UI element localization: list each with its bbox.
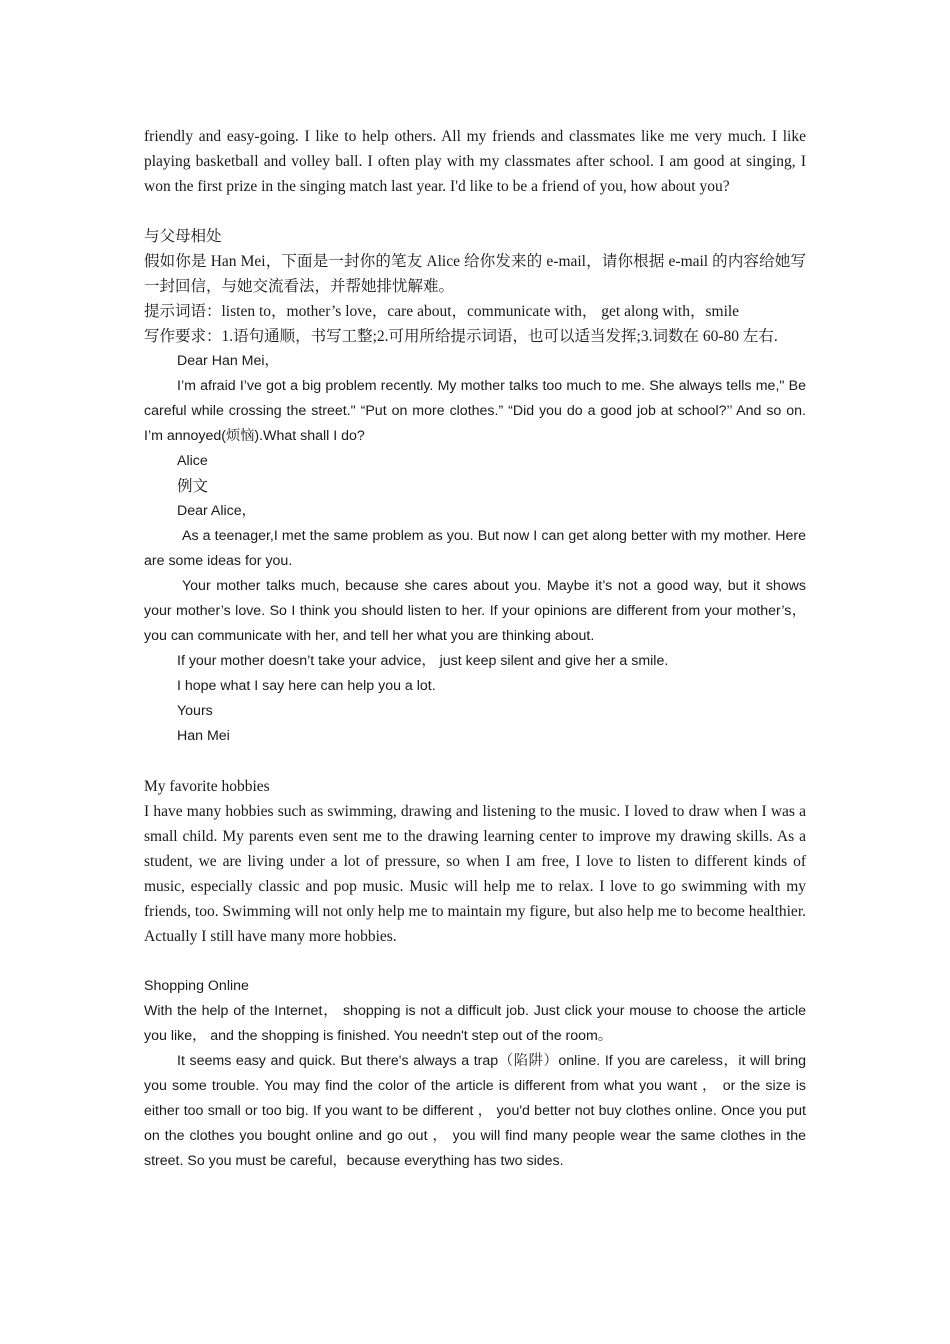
- spacer: [144, 199, 806, 224]
- letter-body: I’m afraid I’ve got a big problem recently. My mother talks too much to me. She always tells me," Be careful while crossing the street." “Put on more clothes.” “Did you do a good job at school?’’ And so on. I’m annoyed(烦恼).What shall I do?: [144, 378, 806, 444]
- hobbies-body: I have many hobbies such as swimming, drawing and listening to the music. I loved to draw when I was a small child. My parents even sent me to the drawing learning center to improve my drawing skills. As a student, we are living under a lot of pressure, so when I am free, I love to listen to different kinds of music, especially classic and pop music. Music will help me to relax. I love to go swimming with my friends, too. Swimming will not only help me to maintain my figure, but also help me to become healthier. Actually I still have many more hobbies.: [144, 803, 806, 945]
- shopping-title: Shopping Online: [144, 978, 249, 994]
- reply-paragraph-2: Your mother talks much, because she cares about you. Maybe it’s not a good way, but it shows your mother’s love. So I think you should listen to her. If your opinions are different from your mother’s， you can communicate with her, and tell her what you are thinking about.: [144, 578, 806, 644]
- parents-hint: 提示词语：listen to，mother’s love，care about，communicate with， get along with，smile: [144, 303, 740, 320]
- parents-requirements: 写作要求：1.语句通顺，书写工整;2.可用所给提示词语，也可以适当发挥;3.词数在 60-80 左右.: [144, 328, 778, 345]
- reply-paragraph-1: As a teenager,I met the same problem as you. But now I can get along better with my mother. Here are some ideas for you.: [144, 528, 806, 569]
- parents-task: 假如你是 Han Mei，下面是一封你的笔友 Alice 给你发来的 e-mail，请你根据 e-mail 的内容给她写一封回信，与她交流看法，并帮她排忧解难。: [144, 253, 806, 295]
- shopping-paragraph-1: With the help of the Internet， shopping is not a difficult job. Just click your mouse to choose the article you like， and the shopping is finished. You needn't step out of the room。: [144, 1003, 806, 1044]
- reply-closing: Yours: [177, 703, 213, 719]
- reply-greeting: Dear Alice，: [177, 503, 256, 519]
- reply-paragraph-4: I hope what I say here can help you a lot.: [177, 678, 436, 694]
- shopping-paragraph-2: It seems easy and quick. But there's always a trap（陷阱）online. If you are careless，it will bring you some trouble. You may find the color of the article is different from what you want ， or the size is either too small or too big. If you want to be different ， you'd better not buy clothes online. Once you put on the clothes you bought online and go out ， you will find many people wear the same clothes in the street. So you must be careful，because everything has two sides.: [144, 1053, 806, 1169]
- spacer: [144, 749, 806, 774]
- reply-name: Han Mei: [177, 728, 230, 744]
- sample-label: 例文: [177, 478, 209, 495]
- letter-signature: Alice: [177, 453, 208, 469]
- document-page: [144, 124, 806, 1174]
- parents-section-title: 与父母相处: [144, 228, 222, 245]
- reply-paragraph-3: If your mother doesn’t take your advice， just keep silent and give her a smile.: [177, 653, 669, 669]
- letter-greeting: Dear Han Mei，: [177, 353, 279, 369]
- intro-paragraph: friendly and easy-going. I like to help others. All my friends and classmates like me very much. I like playing basketball and volley ball. I often play with my classmates after school. I am good at singing, I won the first prize in the singing match last year. I'd like to be a friend of you, how about you?: [144, 128, 806, 195]
- spacer: [144, 949, 806, 974]
- hobbies-title: My favorite hobbies: [144, 778, 270, 795]
